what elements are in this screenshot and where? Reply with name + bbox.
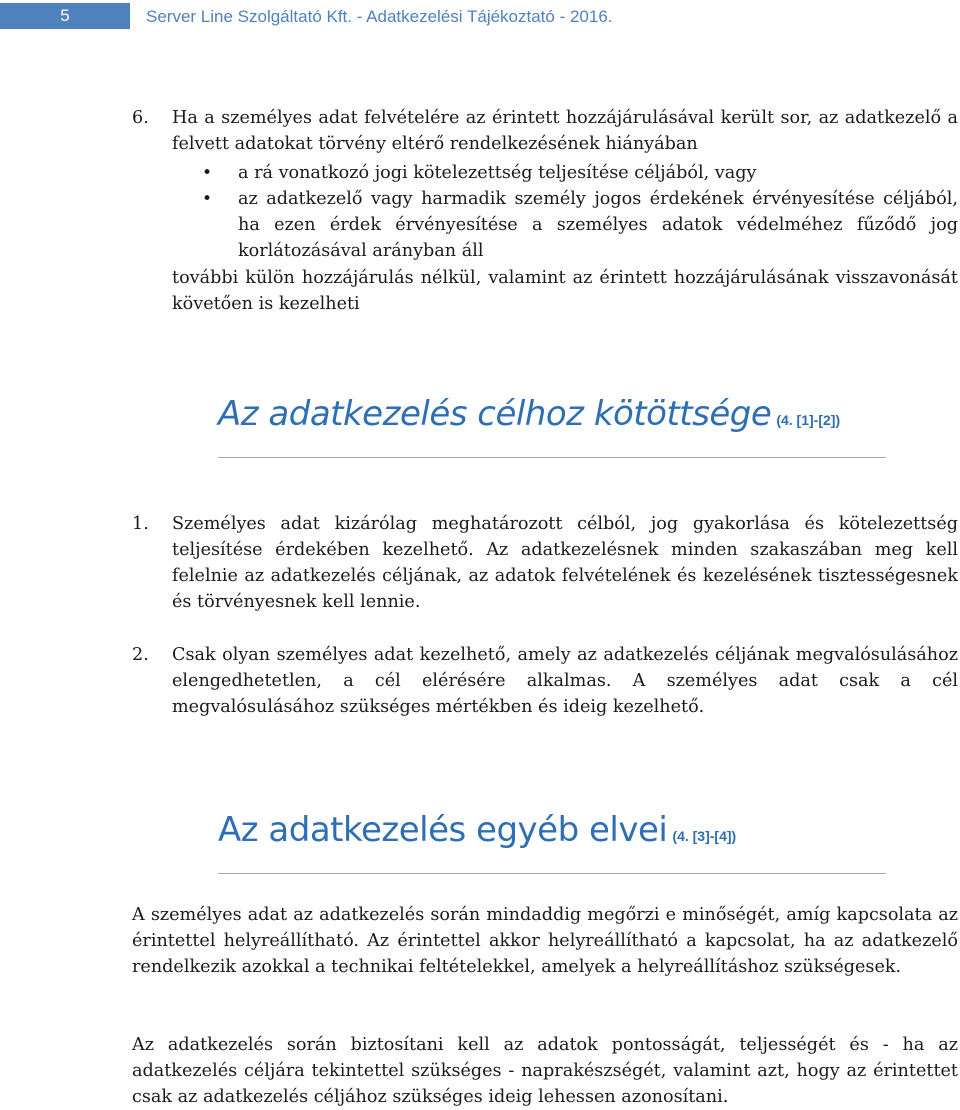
item-number: 2.	[132, 645, 149, 665]
item-intro-text: Ha a személyes adat felvételére az érintett hozzájárulásával került sor, az adatkezelő a felvett adatokat törvény eltérő rendelkezésének hiányában	[172, 108, 958, 154]
numbered-item-6	[132, 105, 958, 157]
heading-reference: (4. [1]-[2])	[776, 412, 841, 428]
bullet-item: • az adatkezelő vagy harmadik személy jogos érdekének érvényesítése céljából, ha ezen érdek érvényesítése a személyes adatok védelméhez fűződő jog korlátozásával arányban áll	[180, 186, 958, 264]
paragraph: Az adatkezelés során biztosítani kell az adatok pontosságát, teljességét és - ha az adatkezelés céljára tekintettel szükséges - naprakészségét, valamint azt, hogy az érintettet csak az adatkezelés céljához szükséges ideig lehessen azonosítani.	[132, 1035, 958, 1107]
page-number: 5	[0, 3, 130, 29]
numbered-item-1	[132, 511, 958, 615]
item-number: 6.	[132, 108, 149, 128]
item-number: 1.	[132, 514, 149, 534]
heading-underline	[218, 873, 886, 874]
numbered-item-2	[132, 642, 958, 720]
page-header	[0, 0, 960, 34]
paragraph: A személyes adat az adatkezelés során mindaddig megőrzi e minőségét, amíg kapcsolata az érintettel helyreállítható. Az érintettel akkor helyreállítható a kapcsolat, ha az adatkezelő rendelkezik azokkal a technikai feltételekkel, amelyek a helyreállításhoz szükségesek.	[132, 905, 958, 977]
document-title: Server Line Szolgáltató Kft. - Adatkezelési Tájékoztató - 2016.	[146, 7, 613, 26]
heading-underline	[218, 457, 886, 458]
heading-reference: (4. [3]-[4])	[672, 828, 737, 844]
bullet-item: • a rá vonatkozó jogi kötelezettség teljesítése céljából, vagy	[180, 160, 958, 186]
bullet-list	[180, 160, 958, 264]
section-heading-other-principles	[218, 810, 736, 850]
item-outro-text: további külön hozzájárulás nélkül, valamint az érintett hozzájárulásának visszavonását követően is kezelheti	[172, 268, 958, 314]
section-heading-purpose-limitation	[218, 394, 840, 434]
item-text: Csak olyan személyes adat kezelhető, amely az adatkezelés céljának megvalósulásához elengedhetetlen, a cél elérésére alkalmas. A személyes adat csak a cél megvalósulásához szükséges mértékben és ideig kezelhető.	[172, 645, 958, 717]
heading-title: Az adatkezelés célhoz kötöttsége	[218, 394, 772, 434]
item-text: Személyes adat kizárólag meghatározott célból, jog gyakorlása és kötelezettség teljesítése érdekében kezelhető. Az adatkezelésnek minden szakaszában meg kell felelnie az adatkezelés céljának, az adatok felvételének és kezelésének tisztességesnek és törvényesnek kell lennie.	[172, 514, 958, 612]
heading-title: Az adatkezelés egyéb elvei	[218, 810, 668, 850]
